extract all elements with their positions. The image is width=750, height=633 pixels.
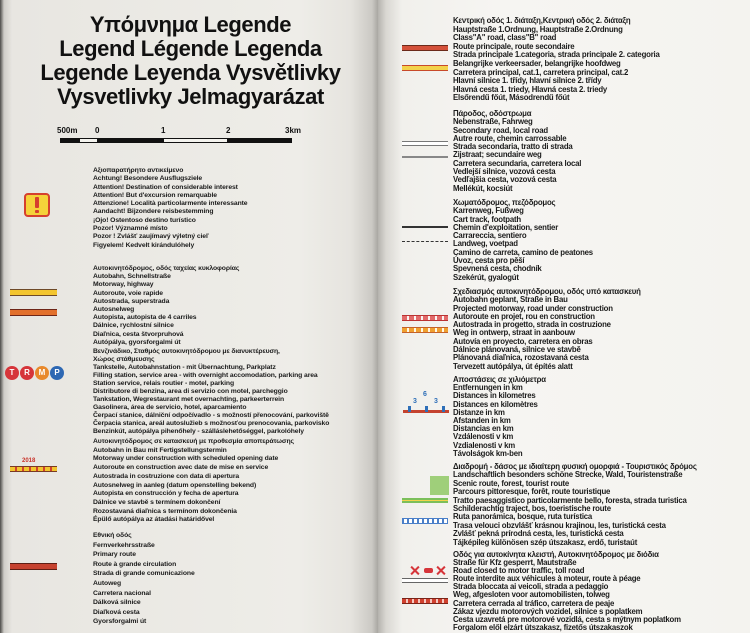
legend-line: Βενζινάδικο, Σταθμός αυτοκινητόδρομου με διανυκτέρευση, (93, 348, 280, 355)
legend-line: Úvoz, cesta pro pěší (453, 256, 525, 266)
scale-label: 0 (95, 126, 100, 135)
scale-segment (163, 138, 228, 143)
legend-line: Vzdálenosti v km (453, 432, 514, 442)
legend-line: Motorway, highway (93, 281, 154, 289)
legend-line: Fernverkehrsstraße (93, 541, 155, 549)
legend-line: Autopista en construcción y fecha de apertura (93, 490, 239, 498)
legend-line: Elsőrendű főút, Másodrendű főút (453, 93, 570, 103)
legend-line: Autobahn, Schnellstraße (93, 273, 171, 281)
opening-year-label: 2018 (22, 458, 36, 464)
exclamation-bar (35, 197, 39, 208)
legend-line: Κεντρική οδός 1. διάταξη,Κεντρική οδός 2. διάταξη (453, 17, 631, 25)
legend-line: Vzdialenosti v km (453, 440, 516, 450)
scale-label: 2 (226, 126, 231, 135)
legend-line: Tankstation, Wegrestaurant met overnachting, parkeerterrein (93, 396, 285, 403)
legend-line: Landschaftlich besonders schöne Strecke, Wald, Touristenstraße (453, 470, 683, 480)
legend-line: Carretera principal, cat.1, carretera principal, cat.2 (453, 67, 629, 77)
legend-line: Αυτοκινητόδρομος, οδός ταχείας κυκλοφορίας (93, 265, 240, 272)
legend-line: Diaľnica, cesta štvorpruhová (93, 330, 184, 338)
legend-line: Εθνική οδός (93, 532, 132, 539)
distance-marker-icon (403, 391, 449, 417)
legend-line: Hauptstraße 1.Ordnung, Hauptstraße 2.Ordnung (453, 24, 623, 34)
legend-line: Motorway under construction with scheduled opening date (93, 455, 279, 463)
legend-line: Čerpacia stanica, areál autoslužieb s možnosťou prenocovania, parkovisko (93, 420, 330, 427)
scale-segment (60, 138, 79, 143)
legend-entry-scenic-routes (453, 463, 745, 547)
legend-line: Chemin d'exploitation, sentier (453, 222, 559, 232)
legend-line: Dálnice ve stavbě s termínem dokončení (93, 498, 221, 506)
legend-line: Χώρος στάθμευσης (93, 356, 155, 363)
legend-line: Camino de carreta, camino de peatones (453, 247, 593, 257)
legend-line: Spevnená cesta, chodník (453, 264, 542, 274)
legend-line: Trasa velouci obzvlášť krásnou krajinou, les, turistická cesta (453, 520, 666, 530)
legend-line: Épülő autópálya az átadási határidővel (93, 516, 215, 524)
class-b-road-symbol (402, 65, 448, 71)
parking-icon: P (50, 366, 64, 380)
legend-line: Projected motorway, road under construction (453, 303, 613, 313)
legend-line: Autre route, chemin carrossable (453, 133, 567, 143)
scale-segment (79, 138, 98, 143)
legend-entry-closed-and-toll-roads (453, 551, 745, 632)
legend-entry-motorway (93, 265, 369, 347)
legend-title (18, 13, 363, 109)
class-a-road-symbol (402, 45, 448, 51)
legend-line: Secondary road, local road (453, 125, 548, 135)
legend-line: Autoweg (93, 579, 121, 587)
legend-line: Station service, relais routier - motel, parking (93, 380, 235, 387)
legend-line: Parcours pittoresque, forêt, route touristique (453, 487, 611, 497)
legend-title-line: Legende Leyenda Vysvětlivky (40, 60, 341, 85)
legend-line: Weg in ontwerp, straat in aanbouw (453, 328, 575, 338)
distance-marker (442, 406, 445, 412)
legend-line: Autopista, autopista de 4 carriles (93, 314, 197, 322)
legend-line: Landweg, voetpad (453, 239, 518, 249)
legend-line: Straße für Kfz gesperrt, Mautstraße (453, 558, 577, 568)
legend-line: Carrareccia, sentiero (453, 231, 527, 241)
legend-line: Hlavní silnice 1. třídy, hlavní silnice 2. třídy (453, 76, 602, 86)
footpath-symbol (402, 241, 448, 242)
legend-entry-tracks-footpaths (453, 199, 745, 282)
legend-line: Tervezett autópálya, út építés alatt (453, 361, 573, 371)
legend-line: Benzinkút, autópálya pihenőhely - szálláslehetőséggel, parkolóhely (93, 428, 304, 435)
legend-line: Vedľajšia cesta, vozová cesta (453, 175, 557, 185)
legend-line: Aandacht! Bijzondere reisbestemming (93, 208, 214, 216)
legend-line: Autostrada, superstrada (93, 297, 170, 305)
legend-line: Cart track, footpath (453, 214, 521, 224)
legend-title-line: Υπόμνημα Legende (89, 12, 292, 37)
legend-line: Tratto paesaggistico particolarmente bello, foresta, strada turistica (453, 495, 687, 505)
road-closed-cross-icon (410, 566, 419, 575)
road-closed-cross-icon (436, 566, 445, 575)
legend-line: Διαδρομή - δάσος με ιδιαίτερη φυσική ομορφιά - Τουριστικός δρόμος (453, 463, 697, 471)
legend-line: Autobahn in Bau mit Fertigstellungstermin (93, 446, 227, 454)
projected-motorway-symbol (402, 315, 448, 321)
legend-line: Autoroute en projet, rou en construction (453, 311, 595, 321)
legend-line: Pozor! Významné místo (93, 225, 168, 233)
legend-line: Route principale, route secondaire (453, 41, 575, 51)
tourist-route-symbol (402, 518, 448, 524)
legend-line: Mellékút, kocsiút (453, 183, 513, 193)
secondary-road-symbol (402, 141, 448, 146)
legend-line: Αυτοκινητόδρομος σε κατασκευή με προθεσμία αποπεράτωσης (93, 438, 294, 445)
legend-line: Weg, afgesloten voor automobilisten, tolweg (453, 590, 610, 600)
legend-line: Diaľková cesta (93, 608, 140, 616)
legend-line: Carretera nacional (93, 589, 151, 597)
legend-line: Forgalom elől elzárt útszakasz, fizetős útszakaszok (453, 622, 633, 632)
legend-line: Distancias en km (453, 424, 514, 434)
legend-line: Karrenweg, Fußweg (453, 206, 524, 216)
legend-title-line: Legend Légende Legenda (59, 36, 322, 61)
legend-line: Pozor ! Zvlášť zaujímavý výletný cieľ (93, 233, 209, 241)
legend-entry-services (93, 348, 369, 436)
legend-line: Entfernungen in km (453, 383, 523, 393)
scale-segment (97, 138, 163, 143)
legend-line: Dálková silnice (93, 599, 141, 607)
legend-line: Attention! Destination of considerable interest (93, 183, 238, 191)
scale-label: 3km (285, 126, 302, 135)
legend-line: Tájképileg különösen szép útszakasz, erdő, turistaút (453, 537, 638, 547)
legend-line: Αποστάσεις σε χιλιόμετρα (453, 376, 546, 384)
legend-line: Tankstelle, Autobahnstation - mit Übernachtung, Parkplatz (93, 364, 276, 371)
scenic-route-symbol (402, 498, 448, 503)
legend-entry-distances (453, 376, 745, 458)
legend-line: Road closed to motor traffic, toll road (453, 566, 585, 576)
legend-line: Filling station, service area - with overnight accomodation, parking area (93, 372, 318, 379)
legend-line: Strada principale 1.categoria, strada principale 2. categoria (453, 50, 660, 60)
legend-line: Autostrada in progetto, strada in costruzione (453, 320, 611, 330)
closed-road-symbol (402, 578, 448, 583)
legend-line: Route à grande circulation (93, 560, 177, 568)
legend-line: Scenic route, forest, tourist route (453, 478, 570, 488)
legend-line: Πάροδος, οδόστρωμα (453, 110, 532, 118)
legend-line: Nebenstraße, Fahrweg (453, 117, 533, 127)
legend-line: Primary route (93, 551, 136, 559)
legend-line: Distanze in km (453, 407, 505, 417)
legend-line: Strada di grande comunicazione (93, 570, 195, 578)
legend-line: Χωματόδρομος, πεζόδρομος (453, 199, 556, 207)
legend-line: Carretera cerrada al tráfico, carretera de peaje (453, 598, 615, 608)
legend-entry-projected-roads (453, 288, 745, 371)
legend-entry-secondary-roads (453, 110, 745, 193)
legend-line: Αξιοπαρατήρητο αντικείμενο (93, 167, 184, 174)
road-under-construction-symbol (402, 327, 448, 333)
motorway-symbol (10, 289, 57, 296)
legend-line: Route interdite aux véhicules à moteur, route à péage (453, 574, 641, 584)
legend-line: Gasolinera, área de servicio, hotel, aparcamiento (93, 404, 247, 411)
legend-line: Autosnelweg in aanleg (datum openstelling bekend) (93, 481, 257, 489)
legend-line: Carretera secundaria, carretera local (453, 158, 582, 168)
car-icon (424, 568, 433, 573)
local-road-symbol (402, 156, 448, 158)
legend-line: Távolságok km-ben (453, 448, 523, 458)
distance-number: 3 (434, 398, 438, 405)
highway-symbol (10, 309, 57, 316)
legend-line: Autobahn geplant, Straße in Bau (453, 295, 568, 305)
legend-line: Dálnice, rychlostní silnice (93, 322, 174, 330)
motel-icon: M (35, 366, 49, 380)
legend-entry-attention (93, 167, 369, 250)
legend-line: Szekérút, gyalogút (453, 272, 519, 282)
filling-station-icon: T (5, 366, 19, 380)
legend-line: Vedlejší silnice, vozová cesta (453, 167, 556, 177)
scale-segment (228, 138, 292, 143)
motorway-under-construction-symbol (10, 466, 57, 472)
forest-symbol (430, 476, 449, 495)
legend-line: Cesta uzavretá pre motorové vozidlá, cesta s mýtnym poplatkom (453, 614, 681, 624)
exclamation-dot (35, 210, 39, 213)
legend-title-line: Vysvetlivky Jelmagyarázat (57, 84, 324, 109)
legend-line: Distances in kilometres (453, 391, 536, 401)
distance-marker (425, 406, 428, 412)
distance-marker (408, 406, 411, 412)
legend-line: Σχεδιασμός αυτοκινητόδρομου, οδός υπό κατασκευή (453, 288, 641, 296)
attention-icon (24, 193, 50, 217)
legend-line: ¡Ojo! Ostentoso destino turístico (93, 216, 196, 224)
legend-line: Dálnice plánovaná, silnice ve stavbě (453, 345, 581, 355)
legend-line: Attention! But d'excursion remarquable (93, 191, 217, 199)
legend-line: Autostrada in costruzione con data di apertura (93, 472, 240, 480)
legend-line: Autoroute, voie rapide (93, 289, 163, 297)
legend-line: Gyorsforgalmi út (93, 618, 147, 626)
legend-line: Zákaz vjezdu motorových vozidel, silnice s poplatkem (453, 606, 643, 616)
cart-track-symbol (402, 226, 448, 228)
legend-line: Autosnelweg (93, 306, 135, 314)
legend-line: Strada bloccata ai veicoli, strada a pedaggio (453, 582, 609, 592)
service-area-icon: R (20, 366, 34, 380)
distance-number: 3 (413, 398, 417, 405)
legend-entry-main-roads (453, 17, 745, 103)
legend-entry-primary-route (93, 531, 369, 627)
scale-label: 1 (161, 126, 166, 135)
toll-road-symbol (402, 598, 448, 604)
legend-line: Schilderachtig traject, bos, toeristische route (453, 504, 611, 514)
legend-line: Distributore di benzina, area di servizio con motel, parcheggio (93, 388, 288, 395)
legend-line: Rozostavaná diaľnica s termínom dokončenia (93, 507, 237, 515)
legend-line: Strada secondaria, tratto di strada (453, 142, 573, 152)
legend-line: Čerpací stanice, dálniční odpočívadlo - s možností přenocování, parkoviště (93, 412, 329, 419)
legend-line: Belangrijke verkeersader, belangrijke hoofdweg (453, 58, 621, 68)
legend-line: Οδός για αυτοκίνητα κλειστή, Αυτοκινητόδρομος με διόδια (453, 551, 659, 559)
legend-line: Zijstraat; secundaire weg (453, 150, 542, 160)
legend-line: Autoroute en construction avec date de mise en service (93, 464, 269, 472)
primary-route-symbol (10, 563, 57, 570)
legend-line: Zvlášť pekná prírodná cesta, les, turistická cesta (453, 529, 624, 539)
legend-line: Autópálya, gyorsforgalmi út (93, 338, 181, 346)
legend-line: Plánovaná diaľnica, rozostavaná cesta (453, 353, 589, 363)
scale-label: 500m (57, 126, 78, 135)
legend-line: Class"A" road, class"B" road (453, 33, 557, 43)
legend-line: Figyelem! Kedvelt kirándulóhely (93, 241, 195, 249)
legend-line: Afstanden in km (453, 416, 511, 426)
legend-entry-motorway-under-construction (93, 438, 369, 525)
legend-line: Distances en kilomètres (453, 399, 538, 409)
legend-line: Attenzione! Località particolarmente interessante (93, 200, 248, 208)
legend-line: Hlavná cesta 1. triedy, Hlavná cesta 2. triedy (453, 84, 608, 94)
scale-bar (0, 126, 370, 150)
legend-line: Achtung! Besondere Ausflugsziele (93, 175, 203, 183)
distance-number: 6 (423, 391, 427, 398)
legend-line: Ruta panorámica, bosque, ruta turística (453, 512, 593, 522)
legend-line: Autovía en proyecto, carretera en obras (453, 336, 593, 346)
